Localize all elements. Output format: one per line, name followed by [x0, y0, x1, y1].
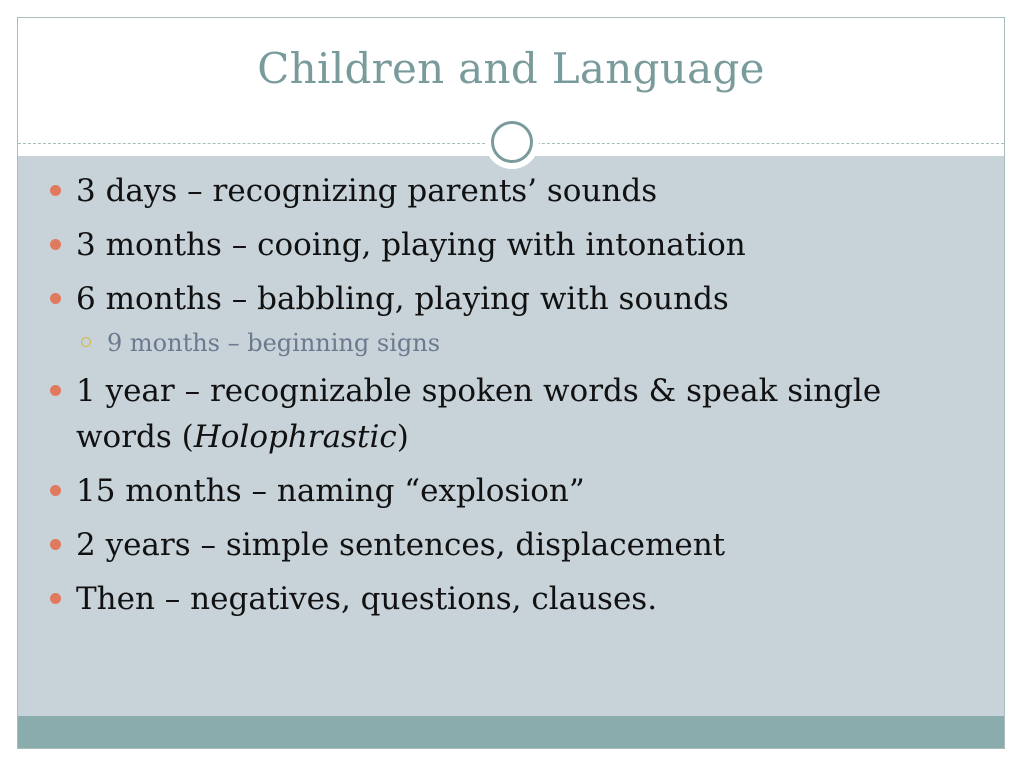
hollow-circle-icon [81, 337, 91, 347]
bullet-text-part: 1 year – recognizable spoken words & speak single words ( [76, 373, 882, 455]
bullet-text-part: ) [396, 419, 409, 455]
bullet-item [18, 468, 1004, 514]
circle-ornament-icon [485, 115, 539, 169]
bullet-item [18, 222, 1004, 268]
bullet-dot-icon [50, 185, 61, 196]
bullet-item [18, 522, 1004, 568]
bullet-text: Then – negatives, questions, clauses. [76, 581, 658, 617]
circle-ring [491, 121, 533, 163]
bullet-list [18, 168, 1004, 630]
bullet-text: 2 years – simple sentences, displacement [76, 527, 726, 563]
slide-title: Children and Language [257, 44, 765, 93]
bullet-item [18, 168, 1004, 214]
bullet-dot-icon [50, 239, 61, 250]
bullet-dot-icon [50, 293, 61, 304]
bullet-item [18, 276, 1004, 322]
slide [17, 17, 1005, 749]
bullet-item [18, 576, 1004, 622]
bullet-dot-icon [50, 539, 61, 550]
bullet-item [18, 368, 1004, 460]
bullet-dot-icon [50, 385, 61, 396]
bullet-text: 6 months – babbling, playing with sounds [76, 281, 729, 317]
bullet-italic-term: Holophrastic [193, 419, 397, 455]
bullet-dot-icon [50, 593, 61, 604]
bullet-dot-icon [50, 485, 61, 496]
bullet-text: 3 days – recognizing parents’ sounds [76, 173, 658, 209]
sub-bullet-text: 9 months – beginning signs [107, 329, 441, 357]
footer-bar [18, 716, 1004, 749]
bullet-text: 3 months – cooing, playing with intonation [76, 227, 746, 263]
bullet-text: 15 months – naming “explosion” [76, 473, 585, 509]
sub-bullet-item [18, 324, 1004, 362]
